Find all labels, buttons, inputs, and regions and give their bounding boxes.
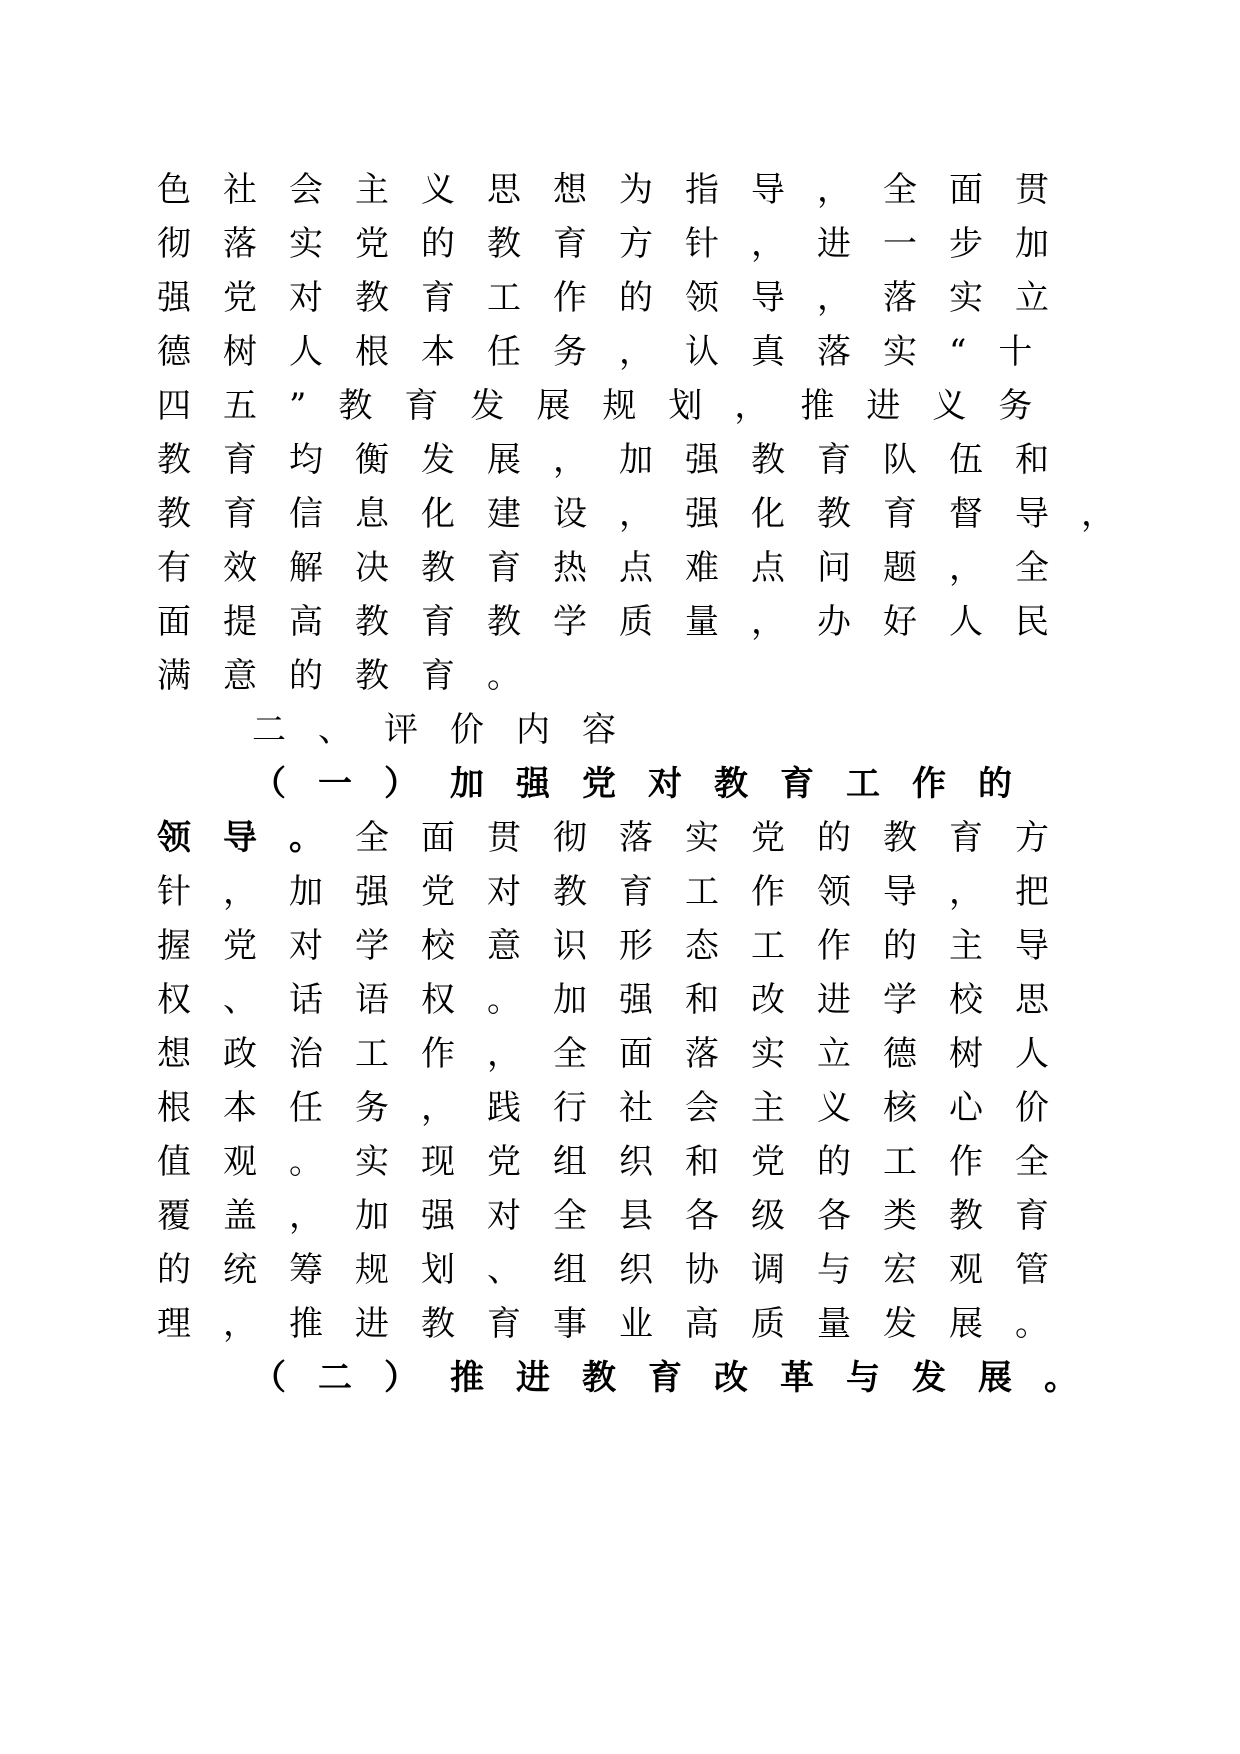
text-line: 德树人根本任务，认真落实“十	[157, 332, 1065, 372]
text-line: 想政治工作，全面落实立德树人	[157, 1034, 1081, 1074]
text-line: 理，推进教育事业高质量发展。	[157, 1304, 1081, 1344]
text-line: 色社会主义思想为指导，全面贯	[157, 170, 1081, 210]
text-line: 面提高教育教学质量，办好人民	[157, 602, 1081, 642]
text-line: 强党对教育工作的领导，落实立	[157, 278, 1081, 318]
text-line: 针，加强党对教育工作领导，把	[157, 872, 1081, 912]
text-line: 根本任务，践行社会主义核心价	[157, 1088, 1081, 1128]
text-line: 的统筹规划、组织协调与宏观管	[157, 1250, 1081, 1290]
text-line: 满意的教育。	[157, 656, 553, 696]
text-line: 教育均衡发展，加强教育队伍和	[157, 440, 1081, 480]
text-line: 彻落实党的教育方针，进一步加	[157, 224, 1081, 264]
text-line: 值观。实现党组织和党的工作全	[157, 1142, 1081, 1182]
text-line: 教育信息化建设，强化教育督导，	[157, 494, 1147, 534]
text-line: 握党对学校意识形态工作的主导	[157, 926, 1081, 966]
text-line: 覆盖，加强对全县各级各类教育	[157, 1196, 1081, 1236]
section-heading: 二、评价内容	[252, 710, 648, 750]
sub-heading-tail: 领导。	[157, 818, 355, 858]
text-line: 有效解决教育热点难点问题，全	[157, 548, 1081, 588]
text-segment: 全面贯彻落实党的教育方	[355, 818, 1081, 858]
text-line	[157, 808, 1081, 868]
text-line: 四五”教育发展规划，推进义务	[157, 386, 1065, 426]
sub-heading: （一）加强党对教育工作的	[252, 764, 1044, 804]
sub-heading: （二）推进教育改革与发展。	[252, 1358, 1110, 1398]
text-line: 权、话语权。加强和改进学校思	[157, 980, 1081, 1020]
